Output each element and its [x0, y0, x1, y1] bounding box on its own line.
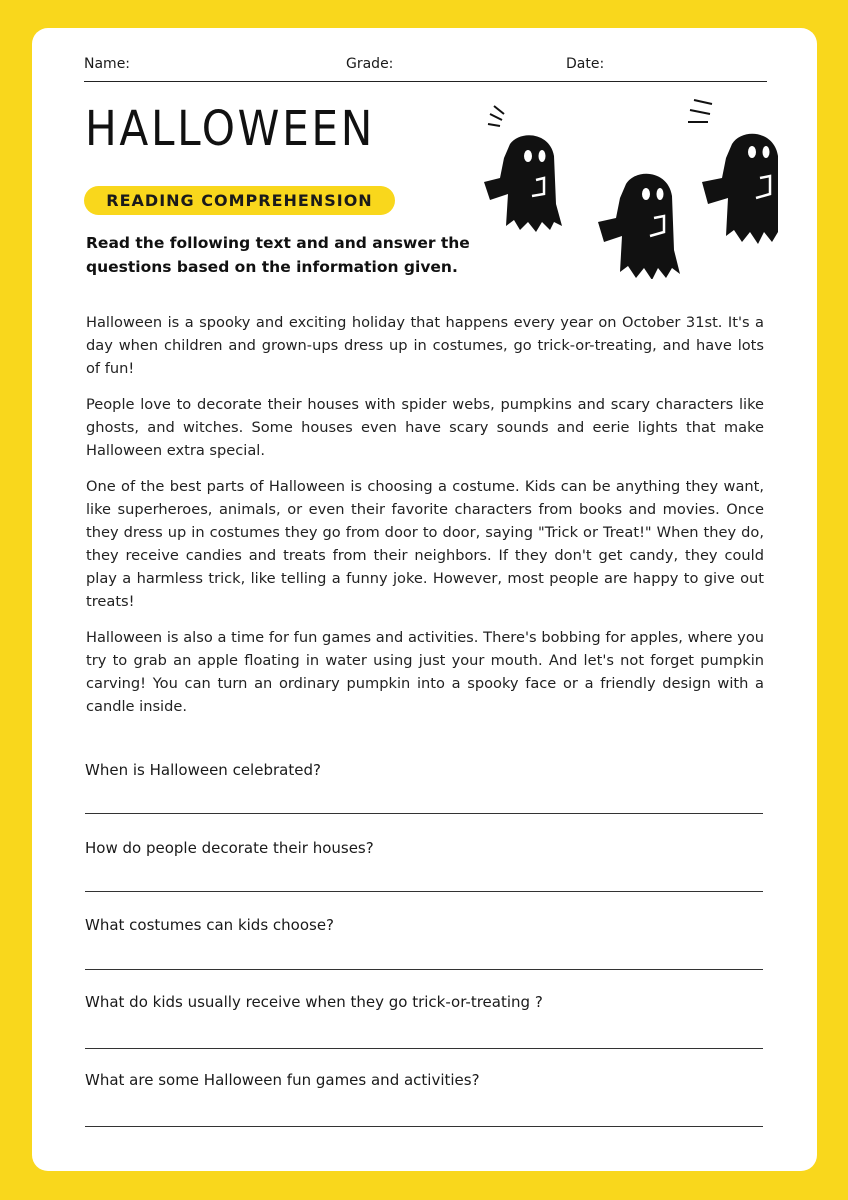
student-info-row: [84, 56, 767, 82]
answer-line-1[interactable]: [85, 813, 763, 814]
paragraph-1: Halloween is a spooky and exciting holiday that happens every year on October 31st. It's a day when children and grown-ups dress up in costumes, go trick-or-treating, and have lots of fun!: [86, 314, 764, 377]
question-1: When is Halloween celebrated?: [85, 761, 321, 779]
page-title: HALLOWEEN: [85, 101, 375, 157]
paragraph-4: Halloween is also a time for fun games and activities. There's bobbing for apples, where you try to grab an apple floating in water using just your mouth. And let's not forget pumpkin carving! You can turn an ordinary pumpkin into a spooky face or a friendly design with a candle inside.: [86, 629, 764, 715]
answer-line-2[interactable]: [85, 891, 763, 892]
paragraph-2: People love to decorate their houses with spider webs, pumpkins and scary characters like ghosts, and witches. Some houses even have scary sounds and eerie lights that make Halloween extra special.: [86, 396, 764, 459]
ghost-icon: [598, 174, 680, 279]
answer-line-4[interactable]: [85, 1048, 763, 1049]
name-label: Name:: [84, 56, 131, 72]
ghosts-illustration: [478, 94, 778, 279]
answer-line-3[interactable]: [85, 969, 763, 970]
grade-label: Grade:: [346, 56, 394, 72]
ghost-icon: [688, 100, 778, 244]
question-2: How do people decorate their houses?: [85, 839, 374, 857]
question-4: What do kids usually receive when they go trick-or-treating ?: [85, 993, 543, 1011]
date-label: Date:: [566, 56, 605, 72]
paragraph-3: One of the best parts of Halloween is choosing a costume. Kids can be anything they want, like superheroes, animals, or even their favorite characters from books and movies. Once they dress up in costumes they go from door to door, saying "Trick or Treat!" When they do, they receive candies and treats from their neighbors. If they don't get candy, they could play a harmless trick, like telling a funny joke. However, most people are happy to give out treats!: [86, 478, 764, 610]
worksheet-page: [32, 28, 817, 1171]
subtitle-badge: READING COMPREHENSION: [84, 186, 395, 215]
answer-line-5[interactable]: [85, 1126, 763, 1127]
reading-passage: [86, 311, 764, 731]
ghost-icon: [484, 106, 562, 232]
question-5: What are some Halloween fun games and activities?: [85, 1071, 480, 1089]
instructions-text: Read the following text and and answer the questions based on the information given.: [86, 234, 470, 276]
question-3: What costumes can kids choose?: [85, 916, 335, 934]
